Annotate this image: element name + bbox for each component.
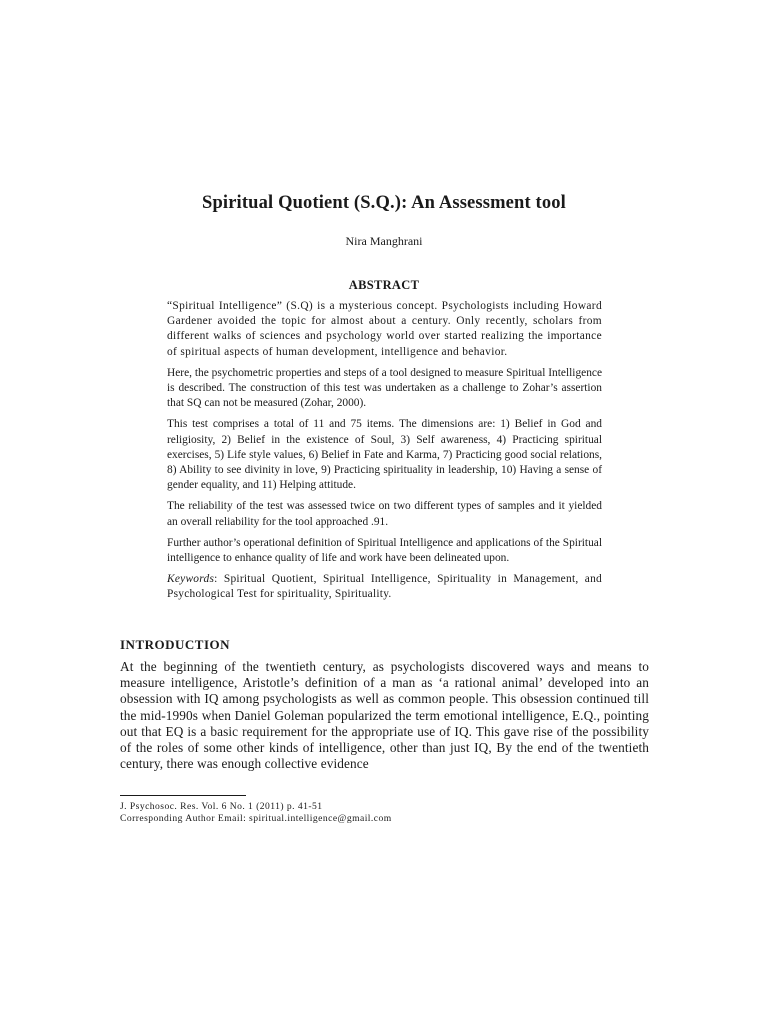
author-name: Nira Manghrani	[345, 234, 423, 248]
keywords-label: Keywords	[167, 573, 215, 586]
abstract-paragraph: Further author’s operational definition of Spiritual Intelligence and applications of the Spiritual intelligence to enhance quality of life and work have been delineated upon.	[167, 536, 602, 565]
abstract-heading: ABSTRACT	[348, 278, 420, 292]
keywords-list: : Spiritual Quotient, Spiritual Intelligence, Spirituality in Management, and Psychological Test for spirituality, Spirituality.	[167, 573, 602, 601]
footnote	[120, 801, 680, 825]
footnote-divider	[120, 795, 246, 796]
journal-citation: J. Psychosoc. Res. Vol. 6 No. 1 (2011) p. 41-51	[120, 801, 323, 812]
introduction-body: At the beginning of the twentieth century, as psychologists discovered ways and means to measure intelligence, Aristotle’s definition of a man as ‘a rational animal’ developed into an obsession with IQ among psychologists as well as common people. This obsession continued till the mid-1990s when Daniel Goleman popularized the term emotional intelligence, E.Q., pointing out that EQ is a basic requirement for the appropriate use of IQ. This gave rise of the possibility of the roles of some other kinds of intelligence, other than just IQ, By the end of the twentieth century, there was enough collective evidence	[120, 659, 649, 772]
introduction-heading: INTRODUCTION	[120, 637, 231, 652]
abstract-paragraph: Here, the psychometric properties and steps of a tool designed to measure Spiritual Intelligence is described. The construction of this test was undertaken as a challenge to Zohar’s assertion that SQ can not be measured (Zohar, 2000).	[167, 366, 602, 410]
corresponding-author-email: Corresponding Author Email: spiritual.intelligence@gmail.com	[120, 813, 392, 824]
abstract-paragraph: This test comprises a total of 11 and 75 items. The dimensions are: 1) Belief in God and religiosity, 2) Belief in the existence of Soul, 3) Self awareness, 4) Practicing spiritual exercises, 5) Life style values, 6) Belief in Fate and Karma, 7) Practicing good social relations, 8) Ability to see divinity in love, 9) Practicing spirituality in leadership, 10) Having a sense of gender equality, and 11) Helping attitude.	[167, 418, 602, 492]
keywords-paragraph	[167, 572, 602, 602]
abstract-paragraph: The reliability of the test was assessed twice on two different types of samples and it yielded an overall reliability for the tool approached .91.	[167, 500, 602, 528]
abstract-paragraph: “Spiritual Intelligence” (S.Q) is a mysterious concept. Psychologists including Howard Gardener avoided the topic for almost about a century. Only recently, scholars from different walks of sciences and psychology world over started realizing the importance of spiritual aspects of human development, intelligence and behavior.	[167, 300, 602, 358]
abstract-body	[167, 299, 602, 609]
article-title: Spiritual Quotient (S.Q.): An Assessment tool	[202, 193, 566, 213]
